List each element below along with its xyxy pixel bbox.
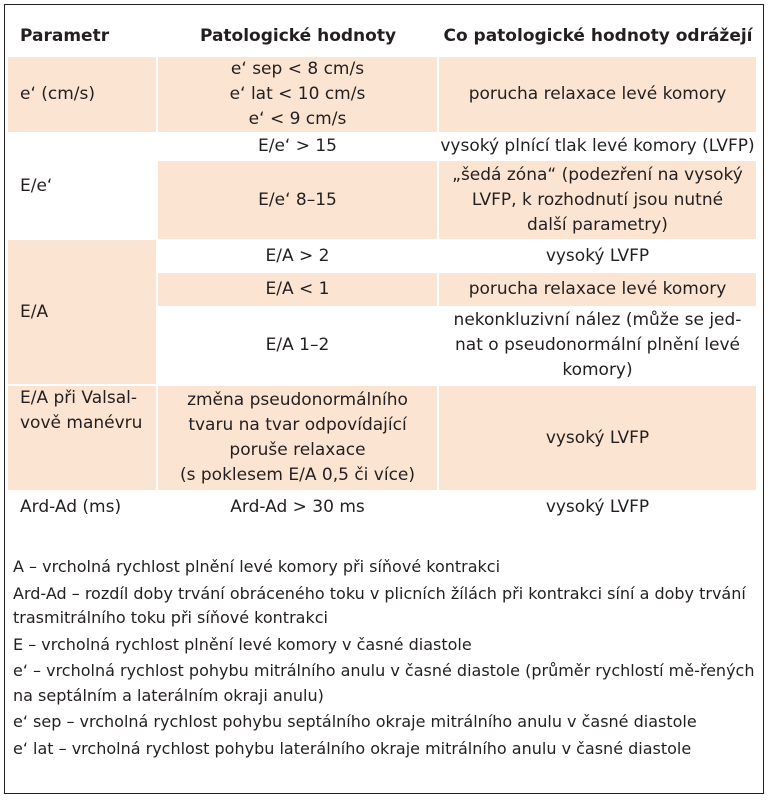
- header-parametr-label: Parametr: [20, 25, 110, 46]
- note-e-prime: e‘ – vrcholná rychlost pohybu mitrálního anulu v časné diastole (průměr rychlostí mě-řených na septálním a laterálním okraji anulu): [13, 661, 755, 705]
- row-E-A-meaning-3: [439, 307, 756, 384]
- row-E-e-meaning-2-line-3: další parametry): [527, 214, 668, 235]
- header-patologicke-label: Patologické hodnoty: [199, 25, 397, 46]
- row-e-prime-meaning-label: porucha relaxace levé komory: [468, 84, 727, 104]
- row-E-A-meaning-2: [439, 273, 756, 306]
- note-Ard-Ad: Ard-Ad – rozdíl doby trvání obráceného toku v plicních žílách při kontrakci síní a doby trvání trasmitrálního toku při síňové kontrakci: [13, 583, 746, 627]
- row-E-e-meaning-2: [439, 161, 756, 239]
- row-valsalva-param-line-2: vově manévru: [20, 413, 143, 433]
- note-A: A – vrcholná rychlost plnění levé komory při síňové kontrakci: [13, 557, 501, 576]
- row-E-A-meaning-3-line-1: nekonkluzivní nález (může se jed-: [453, 310, 742, 330]
- row-E-A-value-1-label: E/A > 2: [265, 245, 330, 266]
- row-ard-ad-param-label: Ard-Ad (ms): [20, 496, 122, 517]
- row-E-A-meaning-3-line-2: nat o pseudonormální plnění levé: [455, 335, 740, 355]
- header-parametr: [8, 16, 158, 56]
- row-valsalva-value-line-4: (s poklesem E/A 0,5 či více): [179, 465, 416, 485]
- row-e-prime-param: [8, 57, 156, 132]
- row-E-e-param-label: E/e‘: [20, 175, 53, 196]
- row-E-e-value-2: [158, 161, 437, 239]
- row-E-A-value-2: [158, 273, 437, 306]
- row-E-A-meaning-1-label: vysoký LVFP: [545, 245, 650, 266]
- header-odrazeji: [438, 16, 758, 56]
- row-valsalva-values: [158, 386, 437, 490]
- row-valsalva-value-line-2: tvaru na tvar odpovídající: [188, 415, 407, 435]
- row-E-e-meaning-2-line-2: LVFP, k rozhodnutí jsou nutné: [471, 189, 724, 210]
- row-E-e-meaning-1: [439, 132, 756, 160]
- row-E-e-value-1: [158, 132, 437, 160]
- row-e-prime-value-3: e‘ < 9 cm/s: [248, 109, 347, 129]
- row-E-A-value-3-label: E/A 1–2: [265, 335, 330, 355]
- row-ard-ad-param: [8, 491, 156, 523]
- row-E-A-meaning-2-label: porucha relaxace levé komory: [468, 279, 727, 299]
- row-e-prime-value-2: e‘ lat < 10 cm/s: [229, 84, 366, 104]
- row-E-e-value-2-label: E/e‘ 8–15: [258, 189, 337, 210]
- row-e-prime-meaning: [439, 57, 756, 132]
- row-E-e-meaning-1-label: vysoký plnící tlak levé komory (LVFP): [440, 135, 755, 156]
- row-E-A-param-label: E/A: [20, 301, 49, 322]
- row-E-A-param: [8, 240, 156, 384]
- header-patologicke: [158, 16, 438, 56]
- header-odrazeji-label: Co patologické hodnoty odrážejí: [443, 25, 753, 46]
- row-E-A-meaning-1: [439, 240, 756, 272]
- row-E-e-value-1-label: E/e‘ > 15: [257, 135, 337, 156]
- row-E-e-param: [8, 132, 156, 240]
- row-valsalva-value-line-1: změna pseudonormálního: [187, 390, 408, 410]
- abbreviation-notes: [13, 555, 755, 763]
- row-E-A-meaning-3-line-3: komory): [562, 360, 633, 380]
- note-e-prime-sep: e‘ sep – vrcholná rychlost pohybu septálního okraje mitrálního anulu v časné diastole: [13, 712, 697, 731]
- row-valsalva-meaning-label: vysoký LVFP: [545, 427, 650, 448]
- row-valsalva-meaning: [439, 386, 756, 490]
- note-E: E – vrcholná rychlost plnění levé komory v časné diastole: [13, 634, 472, 654]
- row-valsalva-value-line-3: poruše relaxace: [229, 440, 366, 460]
- row-e-prime-param-label: e‘ (cm/s): [20, 84, 96, 104]
- row-E-e-meaning-2-line-1: „šedá zóna“ (podezření na vysoký: [452, 164, 743, 185]
- row-ard-ad-values-label: Ard-Ad > 30 ms: [230, 496, 365, 517]
- note-e-prime-lat: e‘ lat – vrcholná rychlost pohybu laterálního okraje mitrálního anulu v časné diastole: [13, 738, 692, 758]
- row-E-A-value-2-label: E/A < 1: [265, 279, 330, 299]
- row-valsalva-param: [8, 386, 156, 490]
- row-e-prime-value-1: e‘ sep < 8 cm/s: [230, 59, 365, 79]
- row-ard-ad-meaning: [439, 491, 756, 523]
- row-valsalva-param-line-1: E/A při Valsal-: [20, 388, 137, 408]
- row-E-A-value-1: [158, 240, 437, 272]
- row-ard-ad-meaning-label: vysoký LVFP: [545, 496, 650, 517]
- row-ard-ad-values: [158, 491, 437, 523]
- row-E-A-value-3: [158, 307, 437, 384]
- row-e-prime-values: [158, 57, 437, 132]
